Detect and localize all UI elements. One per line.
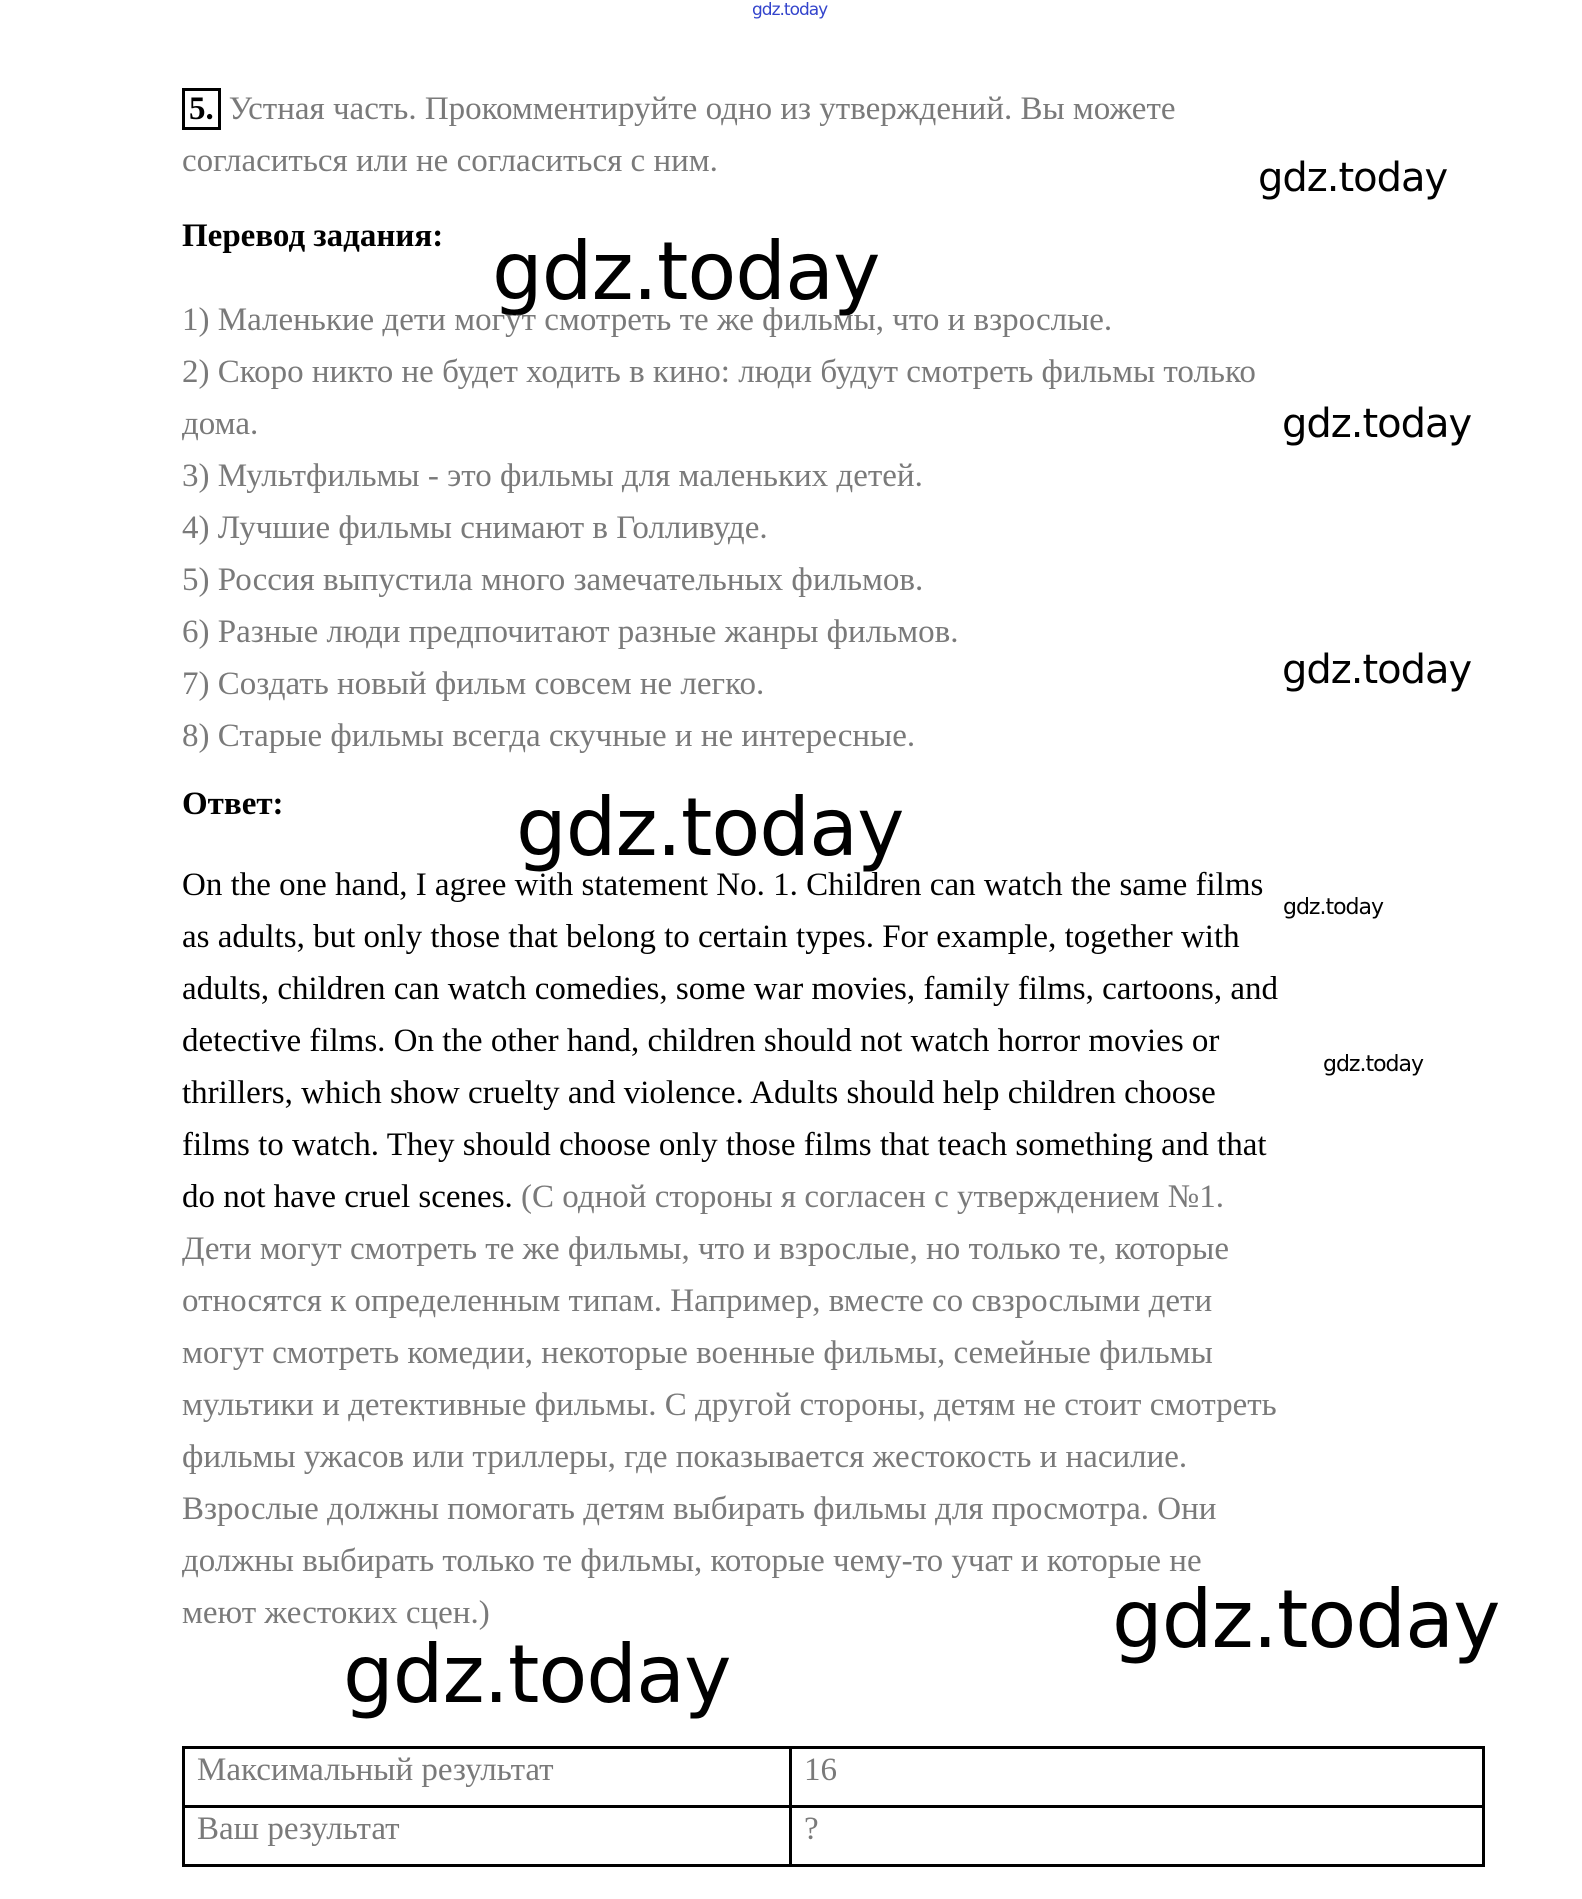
answer-line: as adults, but only those that belong to certain types. For example, together with	[182, 919, 1240, 955]
task-text: Устная часть. Прокомментируйте одно из утверждений. Вы можете	[228, 91, 1176, 127]
answer-line	[182, 1171, 1278, 1223]
watermark-top: gdz.today	[752, 0, 828, 20]
statement: 3) Мультфильмы - это фильмы для маленьких детей.	[182, 458, 923, 494]
answer-line: относятся к определенным типам. Например, вместе со свзрослыми дети	[182, 1283, 1213, 1319]
table-row	[184, 1748, 1484, 1807]
answer-ru-start: (С одной стороны я согласен с утверждением №1.	[521, 1179, 1225, 1215]
answer-line: films to watch. They should choose only those films that teach something and that	[182, 1127, 1267, 1163]
max-score-value: 16	[791, 1748, 1484, 1807]
answer-line: должны выбирать только те фильмы, которые чему-то учат и которые не	[182, 1543, 1202, 1579]
answer-text	[182, 859, 1278, 1639]
max-score-label: Максимальный результат	[184, 1748, 791, 1807]
watermark: gdz.today	[1258, 155, 1448, 201]
statement: 5) Россия выпустила много замечательных фильмов.	[182, 562, 924, 598]
your-score-label: Ваш результат	[184, 1807, 791, 1866]
task-number: 5.	[182, 88, 221, 130]
watermark: gdz.today	[1112, 1573, 1500, 1666]
translation-heading: Перевод задания:	[182, 218, 444, 254]
answer-line: On the one hand, I agree with statement No. 1. Children can watch the same films	[182, 867, 1264, 903]
watermark: gdz.today	[516, 781, 904, 874]
statement: 1) Маленькие дети могут смотреть те же фильмы, что и взрослые.	[182, 302, 1113, 338]
statement: дома.	[182, 406, 259, 442]
answer-line: Дети могут смотреть те же фильмы, что и взрослые, но только те, которые	[182, 1231, 1229, 1267]
task-block	[182, 83, 1176, 187]
answer-line: detective films. On the other hand, children should not watch horror movies or	[182, 1023, 1220, 1059]
answer-line: Взрослые должны помогать детям выбирать фильмы для просмотра. Они	[182, 1491, 1217, 1527]
watermark: gdz.today	[1323, 1052, 1424, 1077]
watermark: gdz.today	[492, 225, 880, 318]
statement: 8) Старые фильмы всегда скучные и не интересные.	[182, 718, 916, 754]
answer-line: мультики и детективные фильмы. С другой стороны, детям не стоит смотреть	[182, 1387, 1277, 1423]
statement: 4) Лучшие фильмы снимают в Голливуде.	[182, 510, 768, 546]
your-score-value: ?	[791, 1807, 1484, 1866]
answer-en-end: do not have cruel scenes.	[182, 1179, 513, 1215]
answer-line: thrillers, which show cruelty and violence. Adults should help children choose	[182, 1075, 1216, 1111]
statement: 2) Скоро никто не будет ходить в кино: люди будут смотреть фильмы только	[182, 354, 1256, 390]
translation-list	[182, 294, 1256, 762]
watermark: gdz.today	[1282, 401, 1472, 447]
watermark: gdz.today	[343, 1628, 731, 1721]
task-line	[182, 83, 1176, 135]
statement: 7) Создать новый фильм совсем не легко.	[182, 666, 765, 702]
watermark: gdz.today	[1282, 647, 1472, 693]
answer-line: фильмы ужасов или триллеры, где показывается жестокость и насилие.	[182, 1439, 1188, 1475]
answer-line: могут смотреть комедии, некоторые военные фильмы, семейные фильмы	[182, 1335, 1213, 1371]
score-table	[182, 1746, 1485, 1867]
watermark: gdz.today	[1283, 895, 1384, 920]
answer-line: adults, children can watch comedies, some war movies, family films, cartoons, and	[182, 971, 1279, 1007]
task-line: согласиться или не согласиться с ним.	[182, 143, 718, 179]
answer-heading: Ответ:	[182, 786, 284, 822]
answer-line: меют жестоких сцен.)	[182, 1595, 490, 1631]
statement: 6) Разные люди предпочитают разные жанры фильмов.	[182, 614, 959, 650]
table-row	[184, 1807, 1484, 1866]
